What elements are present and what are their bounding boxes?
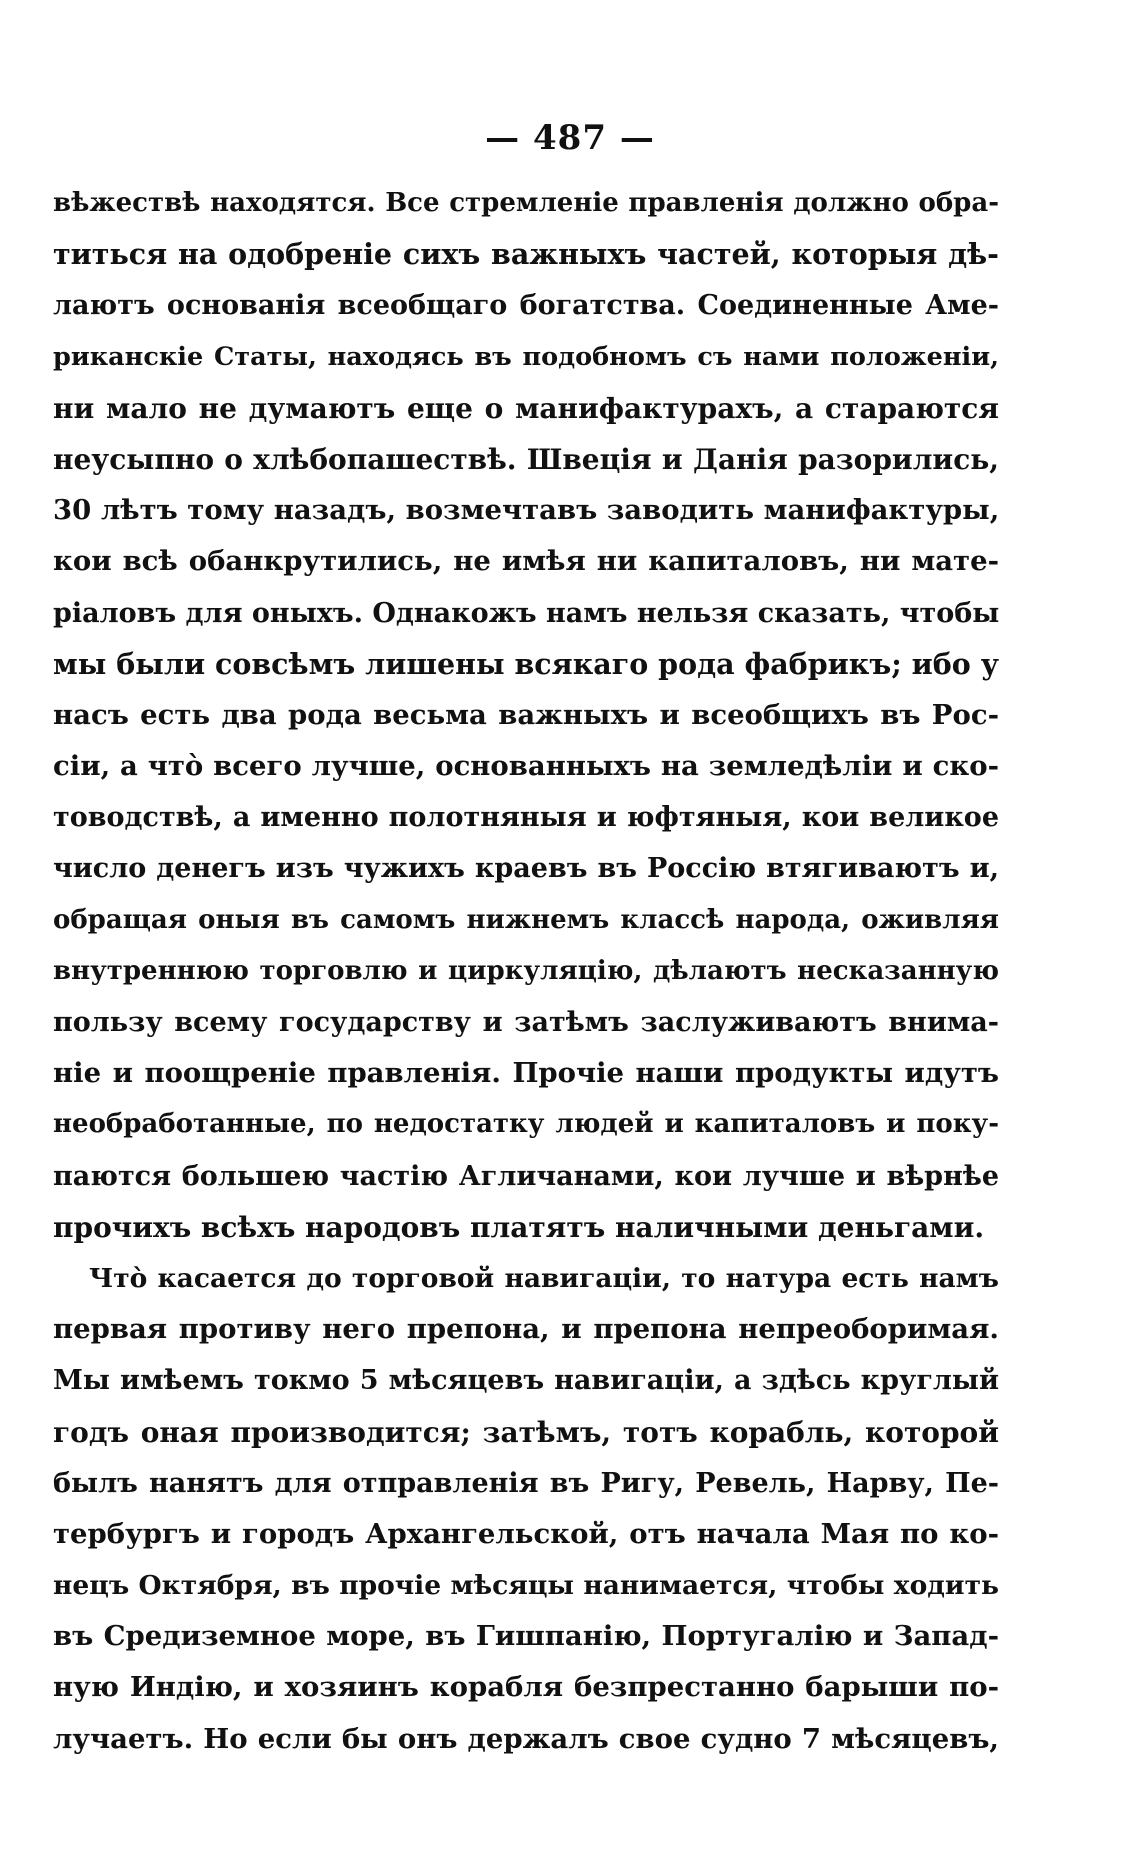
text-line: товодствѣ, а именно полотняныя и юфтяныя, кои великое [53, 802, 999, 834]
body-text [53, 178, 999, 1765]
text-line: ріаловъ для оныхъ. Однакожъ намъ нельзя сказать, чтобы [53, 597, 999, 629]
text-line: былъ нанятъ для отправленія въ Ригу, Ревель, Нарву, Пе- [53, 1467, 999, 1499]
text-line: кои всѣ обанкрутились, не имѣя ни капиталовъ, ни мате- [53, 545, 999, 578]
text-line: титься на одобреніе сихъ важныхъ частей, которыя дѣ- [53, 237, 999, 272]
text-line: лаютъ основанія всеобщаго богатства. Соединенные Аме- [53, 290, 999, 322]
text-line: въ Средиземное море, въ Гишпанію, Португалію и Запад- [53, 1620, 999, 1653]
text-line: пользу всему государству и затѣмъ заслуживаютъ внима- [53, 1007, 999, 1038]
text-line: обращая оныя въ самомъ нижнемъ классѣ народа, оживляя [53, 904, 999, 935]
text-line: число денегъ изъ чужихъ краевъ въ Россію втягиваютъ и, [53, 853, 999, 885]
text-line: неусыпно о хлѣбопашествѣ. Швеція и Данія разорились, [53, 442, 999, 476]
text-line: ную Индію, и хозяинъ корабля безпрестанно барыши по- [53, 1671, 999, 1704]
text-line: сіи, а что̀ всего лучше, основанныхъ на земледѣліи и ско- [53, 750, 999, 783]
text-line: тербургъ и городъ Архангельской, отъ начала Мая по ко- [53, 1517, 999, 1550]
text-line: ни мало не думаютъ еще о манифактурахъ, а стараются [53, 391, 999, 425]
text-line: мы были совсѣмъ лишены всякаго рода фабрикъ; ибо у [53, 646, 999, 681]
text-line: паются большею частію Агличанами, кои лучше и вѣрнѣе [53, 1160, 999, 1192]
text-line: годъ оная производится; затѣмъ, тотъ корабль, которой [53, 1415, 999, 1449]
text-line: прочихъ всѣхъ народовъ платятъ наличными деньгами. [53, 1210, 985, 1244]
text-line: риканскіе Статы, находясь въ подобномъ съ нами положеніи, [53, 341, 999, 372]
text-line: нецъ Октября, въ прочіе мѣсяцы нанимается, чтобы ходить [53, 1570, 999, 1602]
text-line: первая противу него препона, и препона непреоборимая. [53, 1313, 999, 1346]
text-line: насъ есть два рода весьма важныхъ и всеобщихъ въ Рос- [53, 698, 999, 731]
text-line: лучаетъ. Но если бы онъ держалъ свое судно 7 мѣсяцевъ, [53, 1722, 999, 1755]
text-line: 30 лѣтъ тому назадъ, возмечтавъ заводить манифактуры, [53, 494, 999, 527]
page-number: — 487 — [485, 118, 655, 158]
text-line: ніе и поощреніе правленія. Прочіе наши продукты идутъ [53, 1057, 999, 1090]
text-line: необработанные, по недостатку людей и капиталовъ и поку- [53, 1109, 999, 1140]
text-line: Мы имѣемъ токмо 5 мѣсяцевъ навигаціи, а здѣсь круглый [53, 1365, 999, 1397]
text-line: внутреннюю торговлю и циркуляцію, дѣлаютъ несказанную [53, 955, 999, 986]
text-line: вѣжествѣ находятся. Все стремленіе правленія должно обра- [53, 188, 999, 218]
text-line: Что̀ касается до торговой навигаціи, то натура есть намъ [89, 1262, 999, 1294]
